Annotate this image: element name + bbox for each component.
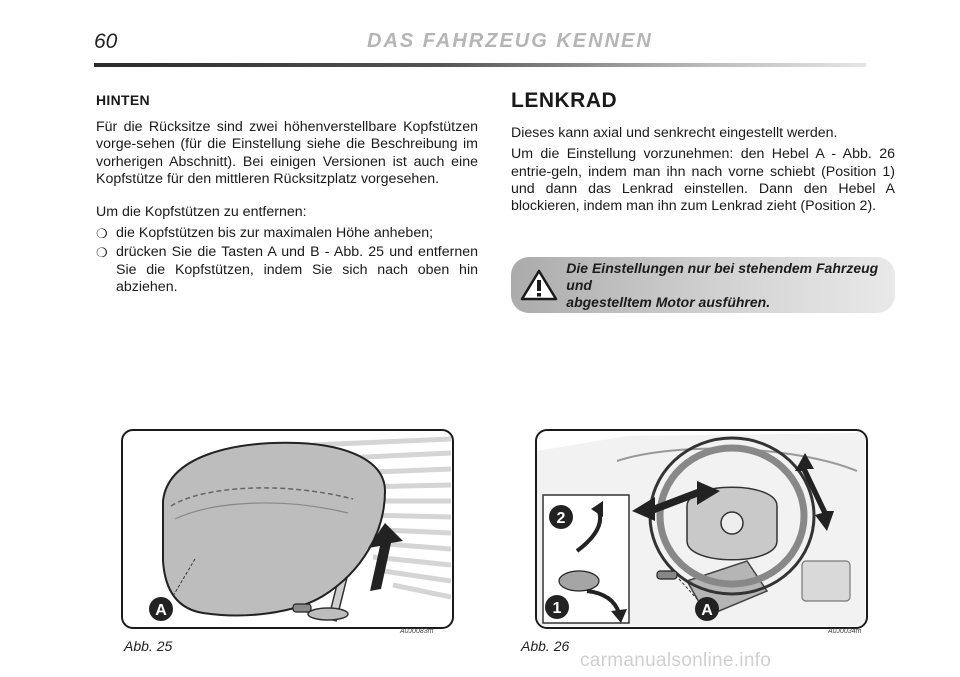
steering-illustration bbox=[537, 431, 865, 626]
label-2: 2 bbox=[556, 510, 566, 527]
bullet-item bbox=[96, 225, 478, 242]
figure-caption-25: Abb. 25 bbox=[124, 638, 173, 654]
warning-line-2: abgestelltem Motor ausführen. bbox=[566, 293, 771, 310]
inset-lever bbox=[559, 571, 599, 591]
brand-emblem-icon bbox=[721, 512, 743, 534]
warning-box bbox=[511, 257, 895, 313]
headrest-cushion bbox=[163, 443, 385, 616]
paragraph-remove-intro: Um die Kopfstützen zu entfernen: bbox=[96, 204, 307, 221]
figure-caption-26: Abb. 26 bbox=[521, 638, 570, 654]
paragraph-steering-procedure: Um die Einstellung vorzunehmen: den Hebel A - Abb. 26 entrie-geln, indem man ihn nach vorne schiebt (Position 1) und dann das Lenkrad einstellen. Dann den Hebel A blockieren, indem man ihn zum Lenkrad zieht (Position 2). bbox=[511, 146, 895, 215]
right-column bbox=[511, 89, 895, 219]
heading-lenkrad: LENKRAD bbox=[511, 89, 618, 112]
watermark: carmanualsonline.info bbox=[580, 650, 772, 671]
page-number: 60 bbox=[94, 30, 118, 53]
warning-triangle-icon bbox=[520, 269, 558, 301]
release-button bbox=[293, 604, 311, 612]
label-a: A bbox=[155, 602, 167, 619]
section-title: DAS FAHRZEUG KENNEN bbox=[367, 30, 653, 52]
figure-headrest bbox=[121, 429, 454, 629]
paragraph-rear-headrests: Für die Rücksitze sind zwei höhenverstellbare Kopfstützen vorge-sehen (für die Einstellung siehe die Beschreibung im vorherigen Abschnitt). Bei einigen Versionen ist auch eine Kopfstütze für den mittleren Rücksitzplatz vorgesehen. bbox=[96, 119, 478, 187]
warning-line-1: Die Einstellungen nur bei stehendem Fahrzeug und bbox=[566, 259, 879, 293]
warning-text bbox=[566, 260, 895, 311]
figure-steering-wheel bbox=[535, 429, 868, 629]
paragraph-steering-intro: Dieses kann axial und senkrecht eingestellt werden. bbox=[511, 125, 838, 142]
bullet-text: drücken Sie die Tasten A und B - Abb. 25 und entfernen Sie die Kopfstützen, indem Sie sich nach oben hin abziehen. bbox=[116, 244, 478, 295]
label-a: A bbox=[701, 602, 713, 619]
figure-code-25: A0J0083m bbox=[400, 628, 434, 635]
header-rule bbox=[94, 63, 866, 67]
left-column bbox=[96, 92, 478, 296]
adjust-lever bbox=[657, 571, 677, 579]
center-console bbox=[802, 561, 850, 601]
bullet-item bbox=[96, 244, 478, 296]
label-1: 1 bbox=[552, 600, 562, 617]
bullet-text: die Kopfstützen bis zur maximalen Höhe anheben; bbox=[116, 225, 434, 242]
headrest-illustration bbox=[123, 431, 451, 626]
bullet-circle-icon: ❍ bbox=[96, 245, 108, 261]
figure-code-26: A0J0034m bbox=[828, 628, 862, 635]
heading-hinten: HINTEN bbox=[96, 92, 150, 108]
post-base bbox=[308, 608, 348, 620]
bullet-circle-icon: ❍ bbox=[96, 226, 108, 242]
